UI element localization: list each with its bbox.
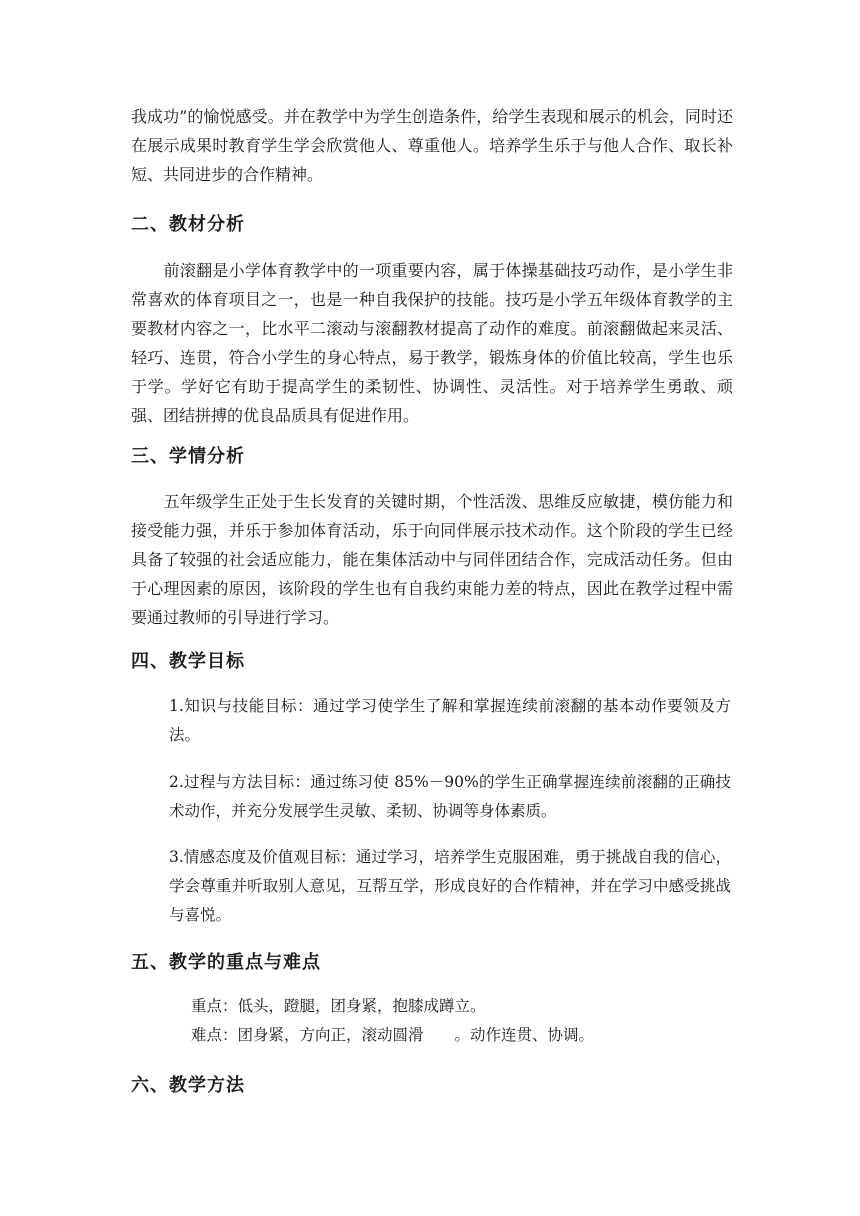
intro-paragraph: 我成功”的愉悦感受。并在教学中为学生创造条件，给学生表现和展示的机会，同时还在展示成果时教育学生学会欣赏他人、尊重他人。培养学生乐于与他人合作、取长补短、共同进步的合作精神。 <box>131 107 733 184</box>
section-heading-material-analysis: 二、教材分析 <box>131 214 245 235</box>
goal-item-2: 2.过程与方法目标：通过练习使 85%－90%的学生正确掌握连续前滚翻的正确技术动作，并充分发展学生灵敏、柔韧、协调等身体素质。 <box>169 773 731 820</box>
key-point-line: 重点：低头，蹬腿，团身紧，抱膝成蹲立。 <box>191 997 486 1015</box>
section-heading-teaching-goals: 四、教学目标 <box>131 651 245 672</box>
goal-item-3: 3.情感态度及价值观目标：通过学习，培养学生克服困难，勇于挑战自我的信心，学会尊重并听取别人意见，互帮互学，形成良好的合作精神，并在学习中感受挑战与喜悦。 <box>169 848 731 924</box>
goal-item-1: 1.知识与技能目标：通过学习使学生了解和掌握连续前滚翻的基本动作要领及方法。 <box>169 697 731 744</box>
section-heading-key-points: 五、教学的重点与难点 <box>131 952 321 973</box>
material-analysis-paragraph: 前滚翻是小学体育教学中的一项重要内容，属于体操基础技巧动作，是小学生非常喜欢的体育项目之一，也是一种自我保护的技能。技巧是小学五年级体育教学的主要教材内容之一，比水平二滚动与滚翻教材提高了动作的难度。前滚翻做起来灵活、轻巧、连贯，符合小学生的身心特点，易于教学，锻炼身体的价值比较高，学生也乐于学。学好它有助于提高学生的柔韧性、协调性、灵活性。对于培养学生勇敢、顽强、团结拼搏的优良品质具有促进作用。 <box>131 261 733 425</box>
section-heading-student-analysis: 三、学情分析 <box>131 446 245 467</box>
difficult-point-line: 难点：团身紧，方向正，滚动圆滑 。动作连贯、协调。 <box>191 1026 595 1044</box>
student-analysis-paragraph: 五年级学生正处于生长发育的关键时期，个性活泼、思维反应敏捷，模仿能力和接受能力强，并乐于参加体育活动，乐于向同伴展示技术动作。这个阶段的学生已经具备了较强的社会适应能力，能在集体活动中与同伴团结合作，完成活动任务。但由于心理因素的原因，该阶段的学生也有自我约束能力差的特点，因此在教学过程中需要通过教师的引导进行学习。 <box>131 492 733 627</box>
section-heading-teaching-methods: 六、教学方法 <box>131 1075 245 1096</box>
